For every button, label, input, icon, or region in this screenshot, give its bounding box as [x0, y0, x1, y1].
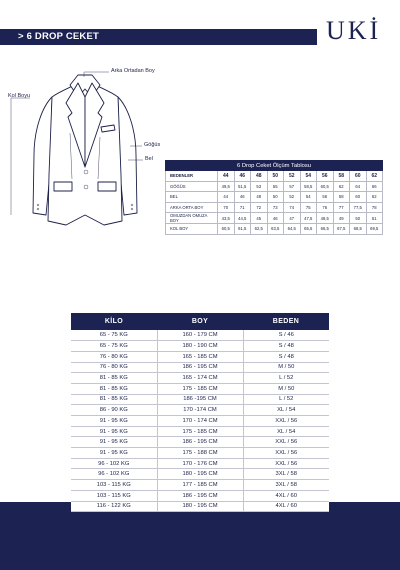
size-header-cell: 58 [333, 171, 350, 182]
table-cell: 103 - 115 KG [71, 480, 157, 491]
right-hip-pocket [98, 182, 116, 191]
table-cell: 77,5 [350, 202, 367, 213]
table-cell: 175 - 188 CM [157, 448, 243, 459]
table-cell: 73 [267, 202, 284, 213]
table-cell: 76 - 80 KG [71, 362, 157, 373]
table-row [71, 469, 329, 480]
table-cell: 47,5 [300, 213, 317, 224]
table-cell: 170 - 174 CM [157, 416, 243, 427]
table-cell: 78 [366, 202, 383, 213]
table-row [71, 458, 329, 469]
table-cell: 44,5 [234, 213, 251, 224]
table-cell: 60 [350, 192, 367, 203]
table-cell: 61,5 [234, 224, 251, 235]
size-header-cell: 54 [300, 171, 317, 182]
table-cell: L / 52 [243, 373, 329, 384]
table-row [166, 181, 383, 192]
table-cell: 71 [234, 202, 251, 213]
weight-height-size-table [71, 313, 329, 512]
row-label: BEL [166, 192, 218, 203]
table-cell: 55 [267, 181, 284, 192]
size-header-cell: 44 [218, 171, 235, 182]
table-cell: 170 -174 CM [157, 405, 243, 416]
table-cell: M / 50 [243, 383, 329, 394]
table-cell: 4XL / 60 [243, 501, 329, 512]
table-cell: 81 - 85 KG [71, 373, 157, 384]
size-header-cell: 50 [267, 171, 284, 182]
size-table-title: 6 Drop Ceket Ölçüm Tablosu [166, 161, 383, 171]
table-cell: 47 [284, 213, 301, 224]
table-row [166, 192, 383, 203]
size-header-cell: 48 [251, 171, 268, 182]
table-cell: 65 - 75 KG [71, 341, 157, 352]
table-cell: 177 - 185 CM [157, 480, 243, 491]
brand-logo: UKİ [326, 16, 382, 45]
table-cell: 43,5 [218, 213, 235, 224]
table-cell: 64 [350, 181, 367, 192]
table-cell: 64,5 [284, 224, 301, 235]
table-cell: 91 - 95 KG [71, 448, 157, 459]
table-cell: S / 46 [243, 330, 329, 341]
table-cell: 46 [267, 213, 284, 224]
table-cell: 165 - 174 CM [157, 373, 243, 384]
label-bel: Bel [145, 156, 153, 162]
table-cell: 186 - 195 CM [157, 490, 243, 501]
table-cell: 49 [333, 213, 350, 224]
row-label: OMUZDAN OMUZA BOY [166, 213, 218, 224]
table-cell: XXL / 56 [243, 416, 329, 427]
table-cell: XXL / 56 [243, 458, 329, 469]
table-row [71, 480, 329, 491]
table-cell: 46 [234, 192, 251, 203]
page-title: > 6 DROP CEKET [18, 31, 100, 42]
table-row [71, 437, 329, 448]
size-table-title-row [166, 161, 383, 171]
table-cell: 76 [317, 202, 334, 213]
table-row [71, 383, 329, 394]
table-row [71, 362, 329, 373]
size-header-cell: 56 [317, 171, 334, 182]
table-cell: 68,5 [350, 224, 367, 235]
table-cell: 66 [366, 181, 383, 192]
table-cell: XL / 54 [243, 426, 329, 437]
table-cell: 58,5 [300, 181, 317, 192]
table-row [71, 448, 329, 459]
table-cell: 186 -195 CM [157, 394, 243, 405]
table-cell: 51,5 [234, 181, 251, 192]
table-row [71, 341, 329, 352]
table-cell: 45 [251, 213, 268, 224]
table-cell: 91 - 95 KG [71, 416, 157, 427]
table-cell: 180 - 195 CM [157, 469, 243, 480]
table-row [71, 394, 329, 405]
table-cell: L / 52 [243, 394, 329, 405]
table-cell: 72 [251, 202, 268, 213]
table-row [166, 224, 383, 235]
size-table-header-label: BEDENLER [166, 171, 218, 182]
table-cell: 77 [333, 202, 350, 213]
row-label: ARKA ORTA BOY [166, 202, 218, 213]
size-measurement-table [165, 160, 383, 235]
table-cell: 91 - 95 KG [71, 426, 157, 437]
table-cell: 63,5 [267, 224, 284, 235]
table-cell: 50 [267, 192, 284, 203]
table-cell: 50 [350, 213, 367, 224]
column-header: BOY [157, 313, 243, 330]
size-header-cell: 52 [284, 171, 301, 182]
table-cell: 62 [333, 181, 350, 192]
table-row [71, 330, 329, 341]
table-cell: 180 - 190 CM [157, 341, 243, 352]
table-row [71, 405, 329, 416]
table-cell: 44 [218, 192, 235, 203]
table-cell: 180 - 195 CM [157, 501, 243, 512]
table-cell: 96 - 102 KG [71, 458, 157, 469]
table-cell: 91 - 95 KG [71, 437, 157, 448]
table-cell: S / 48 [243, 351, 329, 362]
footer-band [0, 502, 400, 570]
table-row [71, 351, 329, 362]
table-row [71, 490, 329, 501]
table-cell: 56 [317, 192, 334, 203]
table-cell: 165 - 185 CM [157, 351, 243, 362]
table-cell: 81 - 85 KG [71, 383, 157, 394]
table-cell: 103 - 115 KG [71, 490, 157, 501]
table-cell: 175 - 185 CM [157, 383, 243, 394]
table-cell: 67,5 [333, 224, 350, 235]
table-cell: 57 [284, 181, 301, 192]
table-row [166, 213, 383, 224]
table-cell: 4XL / 60 [243, 490, 329, 501]
table-cell: 170 - 176 CM [157, 458, 243, 469]
table-cell: 186 - 195 CM [157, 362, 243, 373]
table-cell: 160 - 179 CM [157, 330, 243, 341]
label-arka-ortadan-boy: Arka Ortadan Boy [111, 68, 155, 74]
table-cell: 3XL / 58 [243, 469, 329, 480]
table-cell: XXL / 56 [243, 448, 329, 459]
table-cell: 74 [284, 202, 301, 213]
table-cell: 60,5 [218, 224, 235, 235]
size-header-cell: 60 [350, 171, 367, 182]
row-label: KOL BOY [166, 224, 218, 235]
table-cell: 66,5 [317, 224, 334, 235]
table-cell: 52 [284, 192, 301, 203]
table-cell: 3XL / 58 [243, 480, 329, 491]
table-cell: 76 - 80 KG [71, 351, 157, 362]
table-cell: 65,5 [300, 224, 317, 235]
left-hip-pocket [54, 182, 72, 191]
table-cell: 70 [218, 202, 235, 213]
table-cell: S / 48 [243, 341, 329, 352]
table-cell: XL / 54 [243, 405, 329, 416]
table-cell: 58 [333, 192, 350, 203]
table-cell: 175 - 185 CM [157, 426, 243, 437]
table-cell: 86 - 90 KG [71, 405, 157, 416]
table-cell: 48,5 [317, 213, 334, 224]
table-cell: 49,5 [218, 181, 235, 192]
table-cell: 62,5 [251, 224, 268, 235]
table-cell: 116 - 122 KG [71, 501, 157, 512]
table-row [71, 416, 329, 427]
table-row [166, 202, 383, 213]
table-cell: 53 [251, 181, 268, 192]
column-header: BEDEN [243, 313, 329, 330]
table-cell: XXL / 56 [243, 437, 329, 448]
size-table-header-row [166, 171, 383, 182]
table-cell: 48 [251, 192, 268, 203]
row-label: GÖĞÜS [166, 181, 218, 192]
size-header-cell: 46 [234, 171, 251, 182]
weight-table-header-row [71, 313, 329, 330]
table-cell: 60,5 [317, 181, 334, 192]
table-cell: 62 [366, 192, 383, 203]
table-cell: 96 - 102 KG [71, 469, 157, 480]
table-cell: 54 [300, 192, 317, 203]
column-header: KİLO [71, 313, 157, 330]
table-row [71, 501, 329, 512]
size-header-cell: 62 [366, 171, 383, 182]
label-kol-boyu: Kol Boyu [8, 93, 31, 99]
table-cell: 81 - 85 KG [71, 394, 157, 405]
table-cell: 75 [300, 202, 317, 213]
label-gogus: Göğüs [144, 142, 161, 148]
header-bar [0, 29, 317, 45]
table-cell: 65 - 75 KG [71, 330, 157, 341]
table-cell: 186 - 195 CM [157, 437, 243, 448]
table-row [71, 373, 329, 384]
table-cell: 69,5 [366, 224, 383, 235]
table-cell: M / 50 [243, 362, 329, 373]
table-cell: 51 [366, 213, 383, 224]
table-row [71, 426, 329, 437]
